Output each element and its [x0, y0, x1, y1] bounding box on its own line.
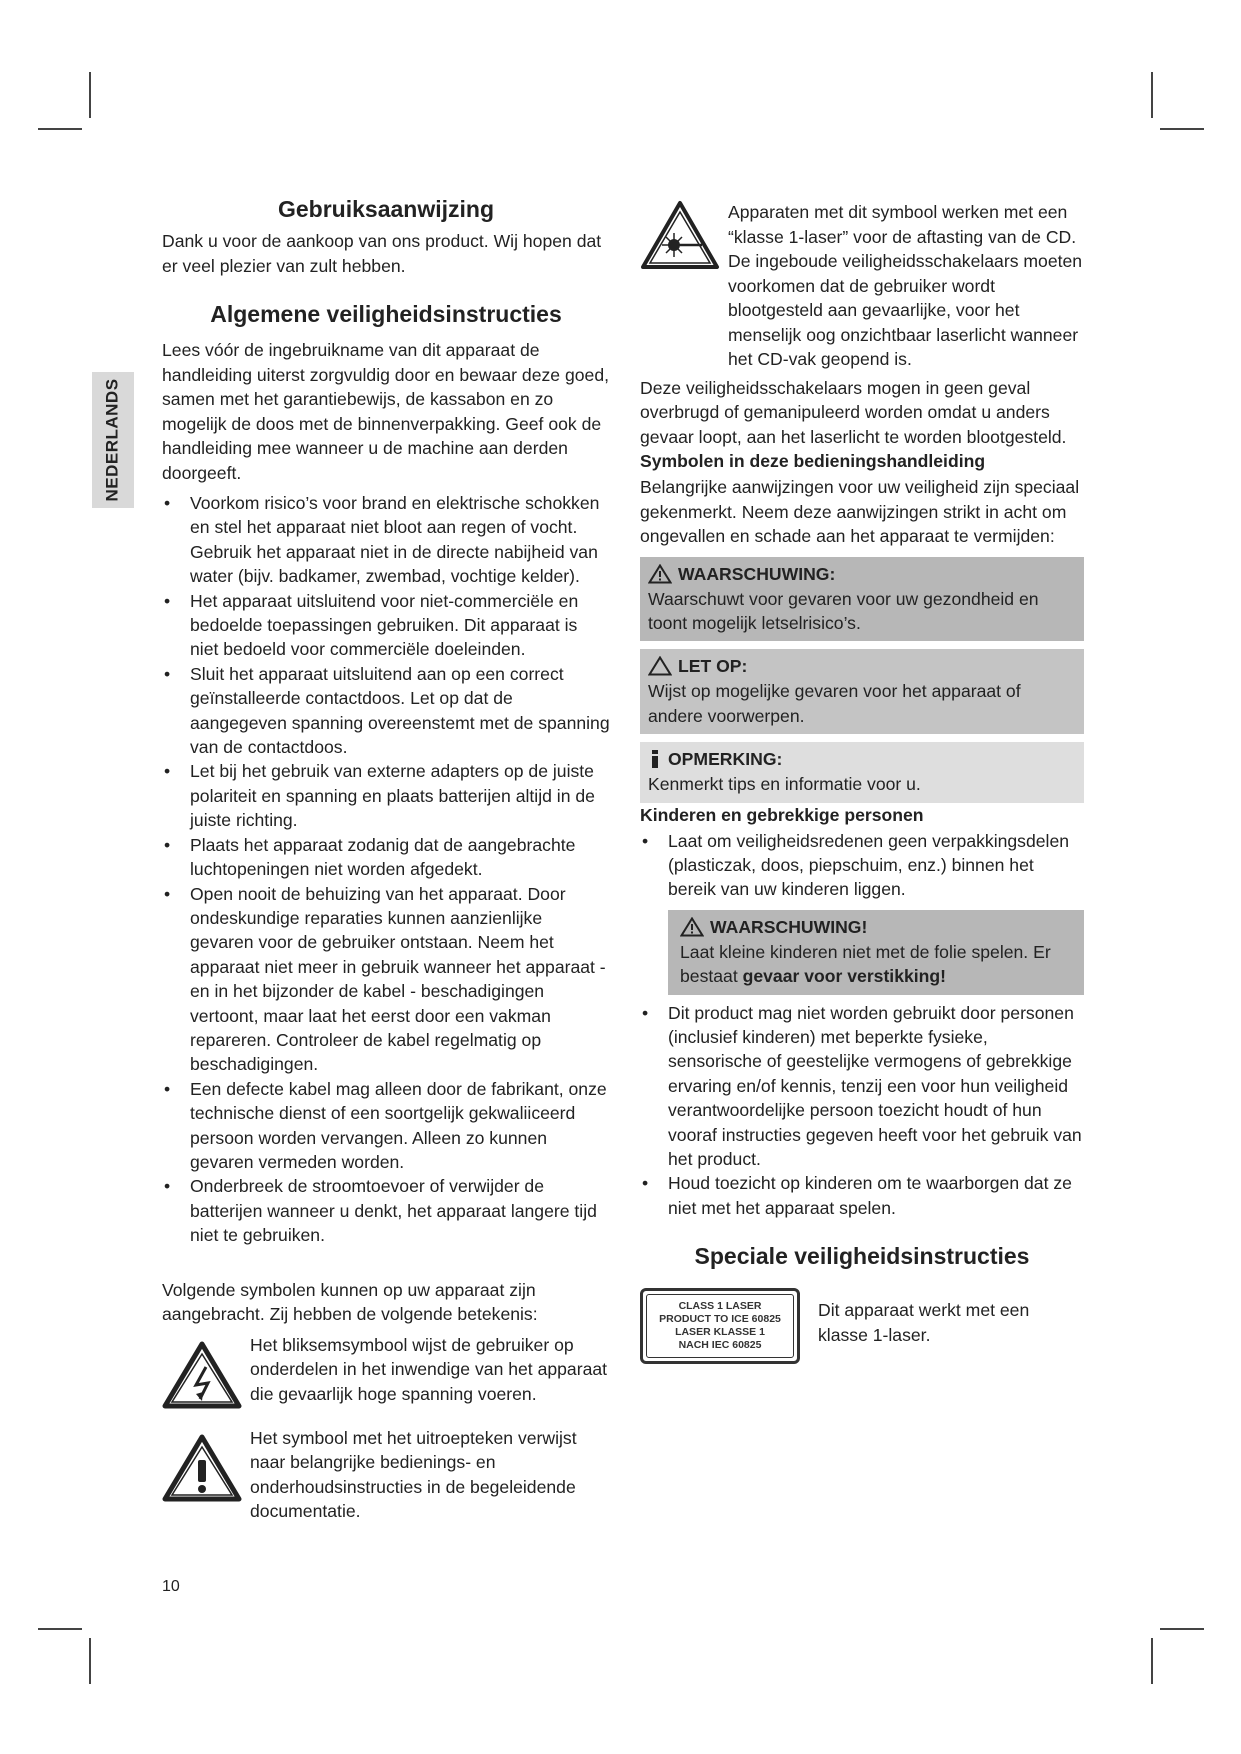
lightning-warning-icon — [162, 1333, 250, 1414]
list-item: • Let bij het gebruik van externe adapters op de juiste polariteit en spanning en plaats batterijen altijd in de juiste richting. — [164, 761, 595, 831]
laser-warning-icon — [640, 200, 728, 277]
laser-label-row — [640, 1288, 1084, 1364]
general-safety-heading: Algemene veiligheidsinstructies — [210, 301, 562, 327]
symbols-heading: Symbolen in deze bedieningshandleiding — [640, 451, 986, 471]
crop-mark — [89, 72, 91, 118]
warning-title: WAARSCHUWING: — [678, 563, 836, 584]
crop-mark — [1160, 1628, 1204, 1630]
safety-switch-paragraph: Deze veiligheidsschakelaars mogen in geen geval overbrugd of gemanipuleerd worden omdat u anders gevaar loopt, aan het laserlicht te worden blootgesteld. — [640, 377, 1067, 447]
warning-triangle-icon — [680, 917, 704, 937]
list-item: • Sluit het apparaat uitsluitend aan op een correct geïnstalleerde contactdoos. Let op dat de aangegeven spanning overeenstemt met de spanning van de contactdoos. — [164, 663, 610, 758]
crop-mark — [38, 128, 82, 130]
list-item: • Open nooit de behuizing van het apparaat. Door ondeskundige reparaties kunnen aanzienlijke gevaren voor de gebruiker ontstaan. Neem het apparaat niet meer in gebruik wanneer het apparaat - en in het bijzonder de kabel - beschadigingen vertoont, maar laat het eerst door een vakman repareren. Controleer de kabel regelmatig op beschadigingen. — [164, 883, 606, 1075]
laser-label-line: LASER KLASSE 1 — [675, 1326, 765, 1339]
special-safety-heading: Speciale veiligheidsinstructies — [694, 1243, 1030, 1270]
page-title: Gebruiksaanwijzing — [278, 196, 494, 222]
inner-warning-emphasis: gevaar voor verstikking! — [742, 966, 947, 987]
lightning-symbol-row — [162, 1333, 610, 1414]
list-item: • Plaats het apparaat zodanig dat de aangebrachte luchtopeningen niet worden afgedekt. — [164, 834, 576, 880]
right-column — [640, 195, 1084, 1364]
children-bullet-list-2 — [640, 1001, 1084, 1221]
warning-body: Waarschuwt voor gevaren voor uw gezondheid en toont mogelijk letselrisico’s. — [648, 588, 1039, 633]
left-column — [162, 195, 610, 1524]
list-item: • Het apparaat uitsluitend voor niet-commerciële en bedoelde toepassingen gebruiken. Dit apparaat is niet bedoeld voor commerciële doeleinden. — [164, 590, 579, 660]
list-item: • Dit product mag niet worden gebruikt door personen (inclusief kinderen) met beperkte fysieke, sensorische of geestelijke vermogens of gebrekkige ervaring en/of kennis, tenzij een voor hun veiligheid verantwoordelijke persoon toezicht houdt of hun vooraf instructies gegeven heeft voor het gebruik van het product. — [642, 1002, 1082, 1169]
language-tab-label: NEDERLANDS — [103, 378, 122, 502]
caution-title: LET OP: — [678, 656, 748, 677]
laser-label-text: Dit apparaat werkt met een klasse 1-laser. — [818, 1300, 1030, 1345]
laser-symbol-row — [640, 200, 1084, 372]
language-tab — [92, 372, 134, 508]
exclamation-symbol-row — [162, 1426, 610, 1524]
list-item: • Onderbreek de stroomtoevoer of verwijder de batterijen wanneer u denkt, het apparaat langere tijd niet te gebruiken. — [164, 1176, 597, 1246]
crop-mark — [1160, 128, 1204, 130]
children-bullet-list — [640, 829, 1084, 902]
caution-box — [640, 649, 1084, 734]
crop-mark — [89, 1638, 91, 1684]
note-title: OPMERKING: — [668, 749, 783, 770]
children-heading: Kinderen en gebrekkige personen — [640, 804, 924, 825]
info-icon — [648, 749, 662, 769]
list-item: • Voorkom risico’s voor brand en elektrische schokken en stel het apparaat niet bloot aan regen of vocht. Gebruik het apparaat niet in de directe nabijheid van water (bijv. badkamer, zwembad, vochtige kelder). — [164, 493, 600, 587]
laser-label-line: NACH IEC 60825 — [678, 1339, 762, 1352]
laser-label-line: CLASS 1 LASER — [678, 1300, 762, 1313]
warning-box — [640, 557, 1084, 642]
list-item: • Houd toezicht op kinderen om te waarborgen dat ze niet met het apparaat spelen. — [642, 1173, 1072, 1218]
laser-symbol-text: Apparaten met dit symbool werken met een “klasse 1-laser” voor de aftasting van de CD. De ingeboude veiligheidsschakelaars moeten voorkomen dat de gebruiker wordt blootgesteld aan gevaarlijke, voor het menselijk oog onzichtbaar laserlicht wanneer het CD-vak geopend is. — [728, 202, 1083, 369]
caution-triangle-icon — [648, 656, 672, 676]
note-box — [640, 742, 1084, 802]
note-body: Kenmerkt tips en informatie voor u. — [648, 774, 921, 795]
general-safety-paragraph: Lees vóór de ingebruikname van dit apparaat de handleiding uiterst zorgvuldig door en bewaar deze goed, samen met het garantiebewijs, de kassabon en zo mogelijk de doos met de binnenverpakking. Geef ook de handleiding mee wanneer u de machine aan derden doorgeeft. — [162, 340, 609, 483]
safety-bullet-list — [162, 491, 610, 1248]
page-number: 10 — [162, 1578, 180, 1595]
symbols-paragraph: Belangrijke aanwijzingen voor uw veiligheid zijn speciaal gekenmerkt. Neem deze aanwijzingen strikt in acht om ongevallen en schade aan het apparaat te vermijden: — [640, 477, 1080, 546]
warning-triangle-icon — [648, 564, 672, 584]
crop-mark — [38, 1628, 82, 1630]
laser-class-label — [640, 1288, 800, 1364]
symbols-intro: Volgende symbolen kunnen op uw apparaat zijn aangebracht. Zij hebben de volgende betekenis: — [162, 1279, 538, 1325]
lightning-symbol-text: Het bliksemsymbool wijst de gebruiker op onderdelen in het inwendige van het apparaat die gevaarlijk hoge spanning voeren. — [250, 1334, 608, 1404]
inner-warning-box — [668, 910, 1084, 995]
intro-paragraph: Dank u voor de aankoop van ons product. Wij hopen dat er veel plezier van zult hebben. — [162, 231, 602, 276]
crop-mark — [1151, 1638, 1153, 1684]
inner-warning-body: Laat kleine kinderen niet met de folie spelen. Er bestaat gevaar voor verstikking! — [680, 941, 1051, 987]
inner-warning-title: WAARSCHUWING! — [710, 916, 868, 937]
caution-body: Wijst op mogelijke gevaren voor het apparaat of andere voorwerpen. — [648, 681, 1021, 726]
laser-label-line: PRODUCT TO ICE 60825 — [659, 1313, 781, 1326]
exclamation-symbol-text: Het symbool met het uitroepteken verwijst naar belangrijke bedienings- en onderhoudsinstructies in de begeleidende documentatie. — [250, 1427, 577, 1522]
list-item: • Een defecte kabel mag alleen door de fabrikant, onze technische dienst of een soortgelijk gekwaliiceerd persoon worden vervangen. Alleen zo kunnen gevaren vermeden worden. — [164, 1078, 607, 1172]
exclamation-warning-icon — [162, 1426, 250, 1507]
list-item: • Laat om veiligheidsredenen geen verpakkingsdelen (plasticzak, doos, piepschuim, enz.) binnen het bereik van uw kinderen liggen. — [642, 830, 1070, 900]
crop-mark — [1151, 72, 1153, 118]
